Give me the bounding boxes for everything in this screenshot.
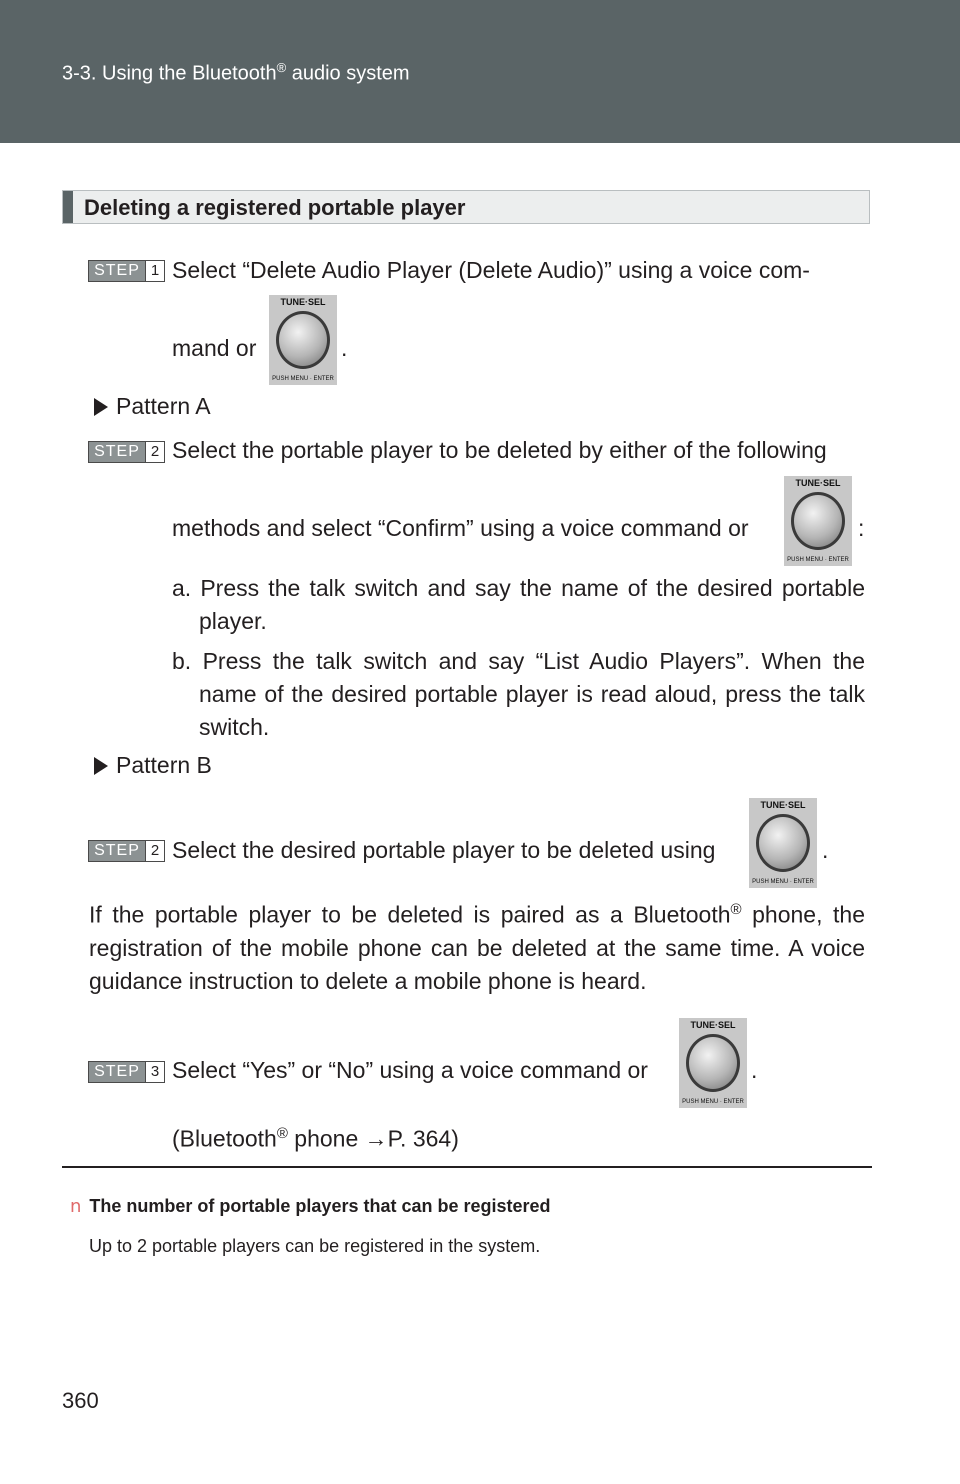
section-divider xyxy=(62,1166,872,1168)
step-2a-badge: STEP 2 xyxy=(88,441,165,463)
step-3-period: . xyxy=(751,1057,758,1083)
note-title: n The number of portable players that can be registered xyxy=(70,1196,551,1217)
step-1-period: . xyxy=(341,335,348,361)
note-body: Up to 2 portable players can be registered in the system. xyxy=(89,1236,541,1256)
pattern-a-heading: Pattern A xyxy=(94,393,211,420)
step-3-badge: STEP 3 xyxy=(88,1061,165,1083)
step-1-badge: STEP 1 xyxy=(88,260,165,282)
bluetooth-phone-reference: (Bluetooth® phone →P. 364) xyxy=(172,1125,459,1152)
step-1-line-1: Select “Delete Audio Player (Delete Audio)” using a voice com- xyxy=(172,257,810,283)
tune-sel-knob-icon: TUNE·SEL PUSH MENU · ENTER xyxy=(749,798,817,888)
step-1-line-2: mand or xyxy=(172,335,257,361)
tune-sel-knob-icon: TUNE·SEL PUSH MENU · ENTER xyxy=(269,295,337,385)
option-a: a. Press the talk switch and say the name of the desired portable player. xyxy=(172,575,865,634)
step-2b-period: . xyxy=(822,837,829,863)
triangle-bullet-icon xyxy=(94,757,108,775)
section-title-bar xyxy=(62,190,870,224)
page-number: 360 xyxy=(62,1388,99,1413)
step-2a-line-2: methods and select “Confirm” using a voice command or xyxy=(172,515,749,541)
note-bullet-icon: n xyxy=(70,1196,82,1217)
step-2b-text: Select the desired portable player to be deleted using xyxy=(172,837,716,863)
tune-sel-knob-icon: TUNE·SEL PUSH MENU · ENTER xyxy=(784,476,852,566)
step-2a-line-1: Select the portable player to be deleted by either of the following xyxy=(172,437,827,463)
tune-sel-knob-icon: TUNE·SEL PUSH MENU · ENTER xyxy=(679,1018,747,1108)
triangle-bullet-icon xyxy=(94,398,108,416)
step-2b-badge: STEP 2 xyxy=(88,840,165,862)
step-2a-colon: : xyxy=(858,515,865,541)
page-header xyxy=(0,0,960,143)
option-b: b. Press the talk switch and say “List Audio Players”. When the name of the desired portable player is read aloud, press the talk switch. xyxy=(172,648,865,740)
section-accent xyxy=(63,191,73,223)
section-title: Deleting a registered portable player xyxy=(84,195,466,220)
paired-phone-paragraph: If the portable player to be deleted is paired as a Bluetooth® phone, the registration of the mobile phone can be deleted at the same time. A voice guidance instruction to delete a mobile phone is heard. xyxy=(89,901,866,994)
pattern-b-heading: Pattern B xyxy=(94,752,212,779)
section-header: 3-3. Using the Bluetooth® audio system xyxy=(62,60,410,85)
step-3-text: Select “Yes” or “No” using a voice command or xyxy=(172,1057,648,1083)
